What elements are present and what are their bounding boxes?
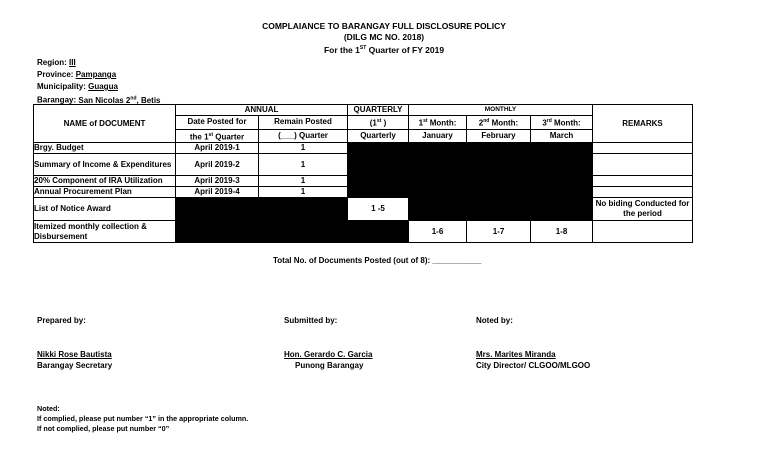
date-posted-sup: st: [208, 131, 213, 138]
blacked-out-cell: [348, 221, 409, 243]
blacked-out-cell: [259, 221, 348, 243]
blacked-out-cell: [409, 154, 467, 176]
blacked-out-cell: [531, 176, 593, 187]
q-sup: st: [376, 118, 382, 124]
remarks-cell: [593, 143, 693, 154]
doc-name: Itemized monthly collection & Disbursement: [34, 221, 176, 243]
municipality-label: Municipality:: [37, 82, 89, 91]
blacked-out-cell: [467, 176, 531, 187]
noted-by-name: Mrs. Marites Miranda: [476, 350, 556, 359]
m2-a: 2: [478, 118, 484, 128]
date-posted: April 2019-1: [176, 143, 259, 154]
remain-posted-header-a: Remain Posted: [259, 116, 348, 130]
month1-value: 1-6: [409, 221, 467, 243]
total-label: Total No. of Documents Posted (out of 8):: [273, 256, 431, 265]
submitted-by-name: Hon. Gerardo C. Garcia: [284, 350, 373, 359]
blacked-out-cell: [176, 198, 259, 221]
remain-posted: 1: [259, 187, 348, 198]
table-row: [34, 154, 693, 176]
remarks-cell: No biding Conducted for the period: [593, 198, 693, 221]
m2-sup: nd: [483, 118, 490, 124]
quarterly-value: 1 -5: [348, 198, 409, 221]
month3-value: 1-8: [531, 221, 593, 243]
barangay-value-a: San Nicolas 2: [78, 95, 131, 105]
blacked-out-cell: [409, 176, 467, 187]
province-line: [37, 69, 116, 80]
m3-b: Month:: [551, 118, 581, 128]
quarterly-subheader-a: [348, 116, 409, 130]
noted-by-label: Noted by:: [476, 316, 513, 325]
q-a: (1: [369, 118, 377, 128]
blacked-out-cell: [348, 187, 409, 198]
m3-a: 3: [542, 118, 547, 128]
remain-posted: 1: [259, 143, 348, 154]
blacked-out-cell: [531, 198, 593, 221]
document-title: COMPLAIANCE TO BARANGAY FULL DISCLOSURE POLICY: [262, 21, 506, 31]
date-posted-c: Quarter: [213, 132, 245, 142]
m3-sup: rd: [546, 118, 552, 124]
blacked-out-cell: [409, 198, 467, 221]
table-row: [34, 187, 693, 198]
q-b: ): [381, 118, 387, 128]
region-line: [37, 57, 76, 68]
doc-name: List of Notice Award: [34, 198, 176, 221]
prepared-by-label: Prepared by:: [37, 316, 86, 325]
doc-name: Summary of Income & Expenditures: [34, 154, 176, 176]
blacked-out-cell: [409, 143, 467, 154]
blacked-out-cell: [348, 176, 409, 187]
doc-name: Brgy. Budget: [34, 143, 176, 154]
notes-line-1: If complied, please put number “1” in the appropriate column.: [37, 414, 249, 423]
remarks-cell: [593, 176, 693, 187]
month2-value: 1-7: [467, 221, 531, 243]
monthly-header: MONTHLY: [409, 105, 593, 116]
date-posted-header-a: Date Posted for: [176, 116, 259, 130]
m1-sup: st: [423, 118, 428, 124]
period-suffix: Quarter of FY 2019: [366, 44, 445, 55]
blacked-out-cell: [348, 143, 409, 154]
remarks-cell: [593, 187, 693, 198]
blacked-out-cell: [176, 221, 259, 243]
document-subtitle: (DILG MC NO. 2018): [343, 32, 425, 42]
remarks-cell: [593, 221, 693, 243]
blacked-out-cell: [467, 198, 531, 221]
prepared-by-name: Nikki Rose Bautista: [37, 350, 112, 359]
municipality-value: Guagua: [88, 82, 118, 91]
m1-b: Month:: [427, 118, 457, 128]
total-blank: ___________: [432, 256, 482, 265]
blacked-out-cell: [531, 143, 593, 154]
quarterly-header: QUARTERLY: [348, 105, 409, 116]
noted-by-title: City Director/ CLGOO/MLGOO: [476, 361, 591, 370]
blacked-out-cell: [467, 187, 531, 198]
period-prefix: For the 1: [323, 44, 360, 55]
period-sup: ST: [359, 45, 367, 51]
remarks-cell: [593, 154, 693, 176]
blacked-out-cell: [348, 154, 409, 176]
notes-title: Noted:: [37, 404, 60, 413]
month2-header-a: [467, 116, 531, 130]
table-row: [34, 176, 693, 187]
blacked-out-cell: [467, 154, 531, 176]
month1-header-b: January: [409, 129, 467, 143]
quarterly-subheader-b: Quarterly: [348, 129, 409, 143]
date-posted-b: the 1: [189, 132, 209, 142]
blacked-out-cell: [531, 187, 593, 198]
document-period: [0, 43, 768, 56]
region-label: Region:: [37, 58, 69, 67]
doc-name: 20% Component of IRA Utilization: [34, 176, 176, 187]
remain-posted: 1: [259, 176, 348, 187]
m1-a: 1: [418, 118, 424, 128]
table-row: [34, 198, 693, 221]
blacked-out-cell: [531, 154, 593, 176]
province-value: Pampanga: [75, 70, 117, 79]
month2-header-b: February: [467, 129, 531, 143]
remarks-header: REMARKS: [593, 105, 693, 143]
table-row: [34, 143, 693, 154]
submitted-by-label: Submitted by:: [284, 316, 338, 325]
date-posted: April 2019-4: [176, 187, 259, 198]
remain-posted: 1: [259, 154, 348, 176]
disclosure-table: [33, 104, 693, 243]
table-row: [34, 221, 693, 243]
blacked-out-cell: [409, 187, 467, 198]
barangay-value-b: , Betis: [136, 95, 161, 105]
date-posted: April 2019-2: [176, 154, 259, 176]
doc-name: Annual Procurement Plan: [34, 187, 176, 198]
name-of-document-header: NAME of DOCUMENT: [34, 105, 176, 143]
blacked-out-cell: [467, 143, 531, 154]
remain-posted-header-b: (___) Quarter: [259, 129, 348, 143]
month1-header-a: [409, 116, 467, 130]
m2-b: Month:: [489, 118, 519, 128]
date-posted: April 2019-3: [176, 176, 259, 187]
month3-header-a: [531, 116, 593, 130]
prepared-by-title: Barangay Secretary: [37, 361, 113, 370]
total-documents-line: [273, 256, 481, 265]
date-posted-header-b: [176, 129, 259, 143]
province-label: Province:: [37, 70, 76, 79]
submitted-by-title: Punong Barangay: [295, 361, 364, 370]
notes-line-2: If not complied, please put number “0”: [37, 424, 170, 433]
barangay-value-sup: nd: [130, 95, 137, 101]
month3-header-b: March: [531, 129, 593, 143]
annual-header: ANNUAL: [176, 105, 348, 116]
region-value: III: [69, 58, 76, 67]
blacked-out-cell: [259, 198, 348, 221]
municipality-line: [37, 81, 118, 92]
barangay-label: Barangay:: [37, 95, 79, 105]
